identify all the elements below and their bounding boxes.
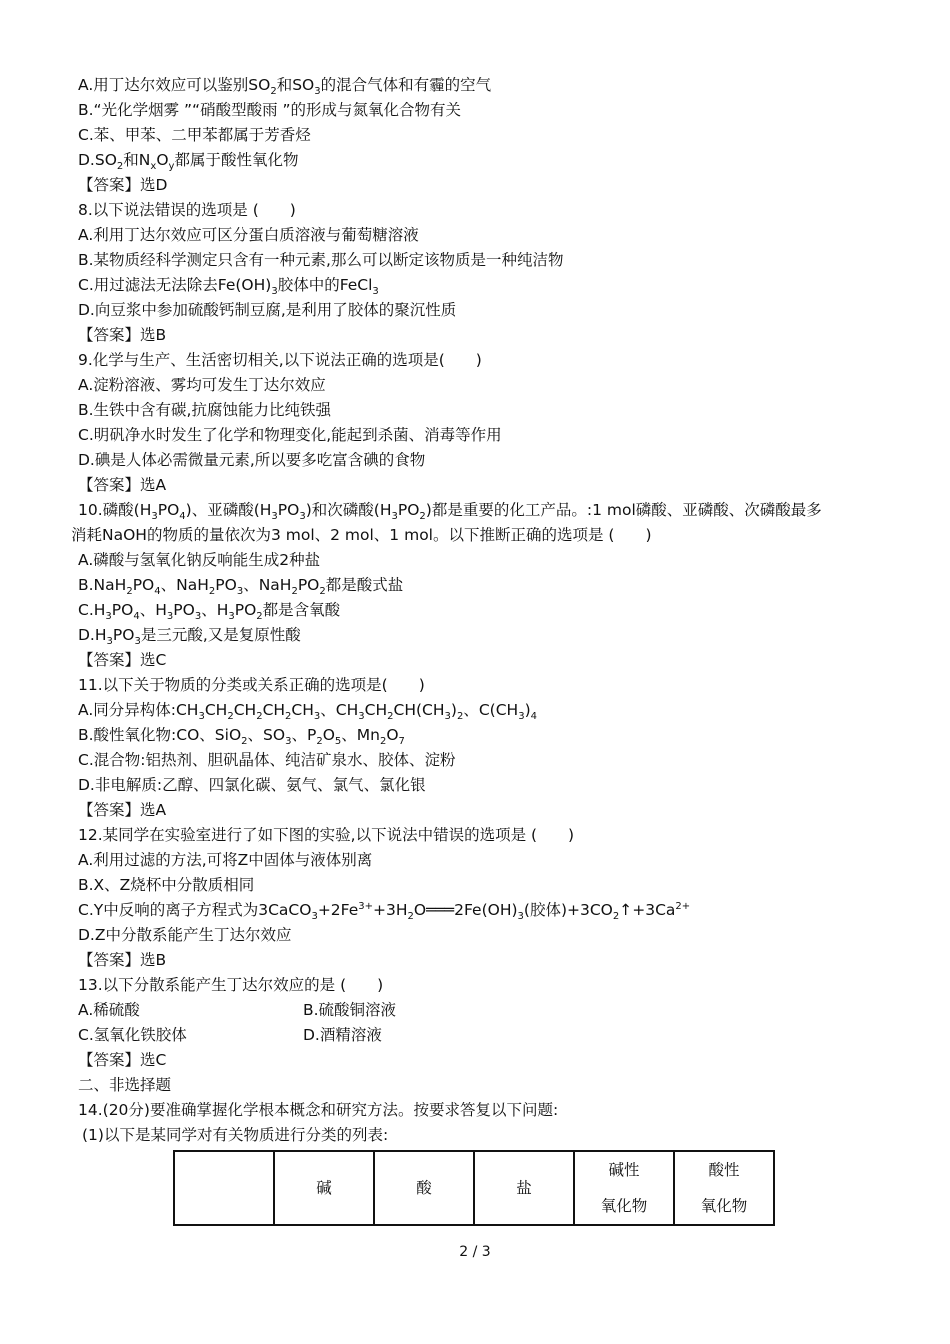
- option-b: B.某物质经科学测定只含有一种元素,那么可以断定该物质是一种纯洁物: [78, 251, 564, 269]
- table-header-cell: [674, 1151, 774, 1225]
- option-d: $D.SO_2$和$N_xO_y$都属于酸性氧化物: [78, 151, 299, 173]
- table-header-cell: [274, 1151, 374, 1225]
- option-d: D.向豆浆中参加硫酸钙制豆腐,是利用了胶体的聚沉性质: [78, 301, 457, 319]
- table-header-text: 盐: [516, 1179, 532, 1197]
- option-a: A.用丁达尔效应可以鉴别$SO_2$和$SO_3$的混合气体和有霾的空气: [78, 76, 492, 98]
- option-c: C.混合物:铝热剂、胆矾晶体、纯洁矿泉水、胶体、淀粉: [78, 751, 456, 769]
- option-c: C.用过滤法无法除去$Fe(OH)_3$胶体中的FeCl$_3$: [78, 276, 379, 298]
- question-13: 13.以下分散系能产生丁达尔效应的是 ( ): [78, 976, 384, 994]
- option-a: A.淀粉溶液、雾均可发生丁达尔效应: [78, 376, 326, 394]
- table-header-cell: [174, 1151, 274, 1225]
- table-header-text: 酸: [416, 1179, 432, 1197]
- option-c: C.Y中反响的离子方程式为$3CaCO_3+2Fe^{3+}+3H_2O═══2Fe(OH)_3$(胶体)$+3CO_2↑+3Ca^{2+}$: [78, 900, 691, 923]
- option-a: A.磷酸与氢氧化钠反响能生成2种盐: [78, 551, 321, 569]
- option-d: D.Z中分散系能产生丁达尔效应: [78, 926, 292, 944]
- option-a: A.同分异构体$:CH_3CH_2CH_2CH_2CH_3$、$CH_3CH_2CH(CH_3)_2$、$C(CH_3)_4$: [78, 701, 537, 723]
- option-b: B.生铁中含有碳,抗腐蚀能力比纯铁强: [78, 401, 331, 419]
- answer: 【答案】选A: [78, 476, 167, 494]
- option-a: A.利用过滤的方法,可将Z中固体与液体别离: [78, 851, 373, 869]
- answer: 【答案】选D: [78, 176, 168, 194]
- option-d: D.碘是人体必需微量元素,所以要多吃富含碘的食物: [78, 451, 426, 469]
- question-10: 10.磷酸$(H_3PO_4)$、亚磷酸$(H_3PO_3)$和次磷酸$(H_3PO_2)$都是重要的化工产品。:1 mol磷酸、亚磷酸、次磷酸最多: [78, 501, 822, 523]
- answer: 【答案】选C: [78, 651, 167, 669]
- table-header-text: 氧化物: [600, 1197, 648, 1215]
- question-10-cont: 消耗NaOH的物质的量依次为3 mol、2 mol、1 mol。以下推断正确的选项是 ( ): [71, 526, 652, 544]
- question-11: 11.以下关于物质的分类或关系正确的选项是( ): [78, 676, 425, 694]
- option-d: D.非电解质:乙醇、四氯化碳、氨气、氯气、氯化银: [78, 776, 426, 794]
- answer: 【答案】选B: [78, 326, 167, 344]
- option-b: B.“光化学烟雾 ”“硝酸型酸雨 ”的形成与氮氧化合物有关: [78, 101, 462, 119]
- answer: 【答案】选C: [78, 1051, 167, 1069]
- option-d: D.酒精溶液: [303, 1026, 382, 1044]
- question-12: 12.某同学在实验室进行了如下图的实验,以下说法中错误的选项是 ( ): [78, 826, 575, 844]
- answer: 【答案】选A: [78, 801, 167, 819]
- option-b: B.硫酸铜溶液: [303, 1001, 397, 1019]
- table-header-row: [174, 1151, 774, 1225]
- option-b: B.X、Z烧杯中分散质相同: [78, 876, 255, 894]
- table-header-cell: [474, 1151, 574, 1225]
- table-header-text: 碱性: [608, 1161, 640, 1179]
- option-c: C.氢氧化铁胶体: [78, 1026, 187, 1044]
- table-header-text: 酸性: [708, 1161, 740, 1179]
- classification-table: [173, 1150, 775, 1226]
- option-a: A.利用丁达尔效应可区分蛋白质溶液与葡萄糖溶液: [78, 226, 419, 244]
- question-14: 14.(20分)要准确掌握化学根本概念和研究方法。按要求答复以下问题:: [78, 1101, 559, 1119]
- option-c: $C.H_3PO_4$、$H_3PO_3$、$H_3PO_2$都是含氧酸: [78, 601, 341, 623]
- section-heading: 二、非选择题: [78, 1076, 172, 1094]
- table-header-text: 氧化物: [700, 1197, 748, 1215]
- page-number: 2 / 3: [459, 1244, 491, 1260]
- option-c: C.明矾净水时发生了化学和物理变化,能起到杀菌、消毒等作用: [78, 426, 502, 444]
- option-b: B.酸性氧化物:CO、SiO$_2$、$SO_3$、$P_2O_5$、$Mn_2O_7$: [78, 726, 405, 748]
- question-8: 8.以下说法错误的选项是 ( ): [78, 201, 296, 219]
- option-a: A.稀硫酸: [78, 1001, 140, 1019]
- table-header-cell: [374, 1151, 474, 1225]
- answer: 【答案】选B: [78, 951, 167, 969]
- table-header-text: 碱: [316, 1179, 332, 1197]
- option-d: $D.H_3PO_3$是三元酸,又是复原性酸: [78, 626, 301, 648]
- question-14-part-1: (1)以下是某同学对有关物质进行分类的列表:: [82, 1126, 389, 1144]
- option-c: C.苯、甲苯、二甲苯都属于芳香烃: [78, 126, 311, 144]
- option-b: $B.NaH_2PO_4$、$NaH_2PO_3$、$NaH_2PO_2$都是酸式盐: [78, 576, 404, 598]
- question-9: 9.化学与生产、生活密切相关,以下说法正确的选项是( ): [78, 351, 482, 369]
- table-header-cell: [574, 1151, 674, 1225]
